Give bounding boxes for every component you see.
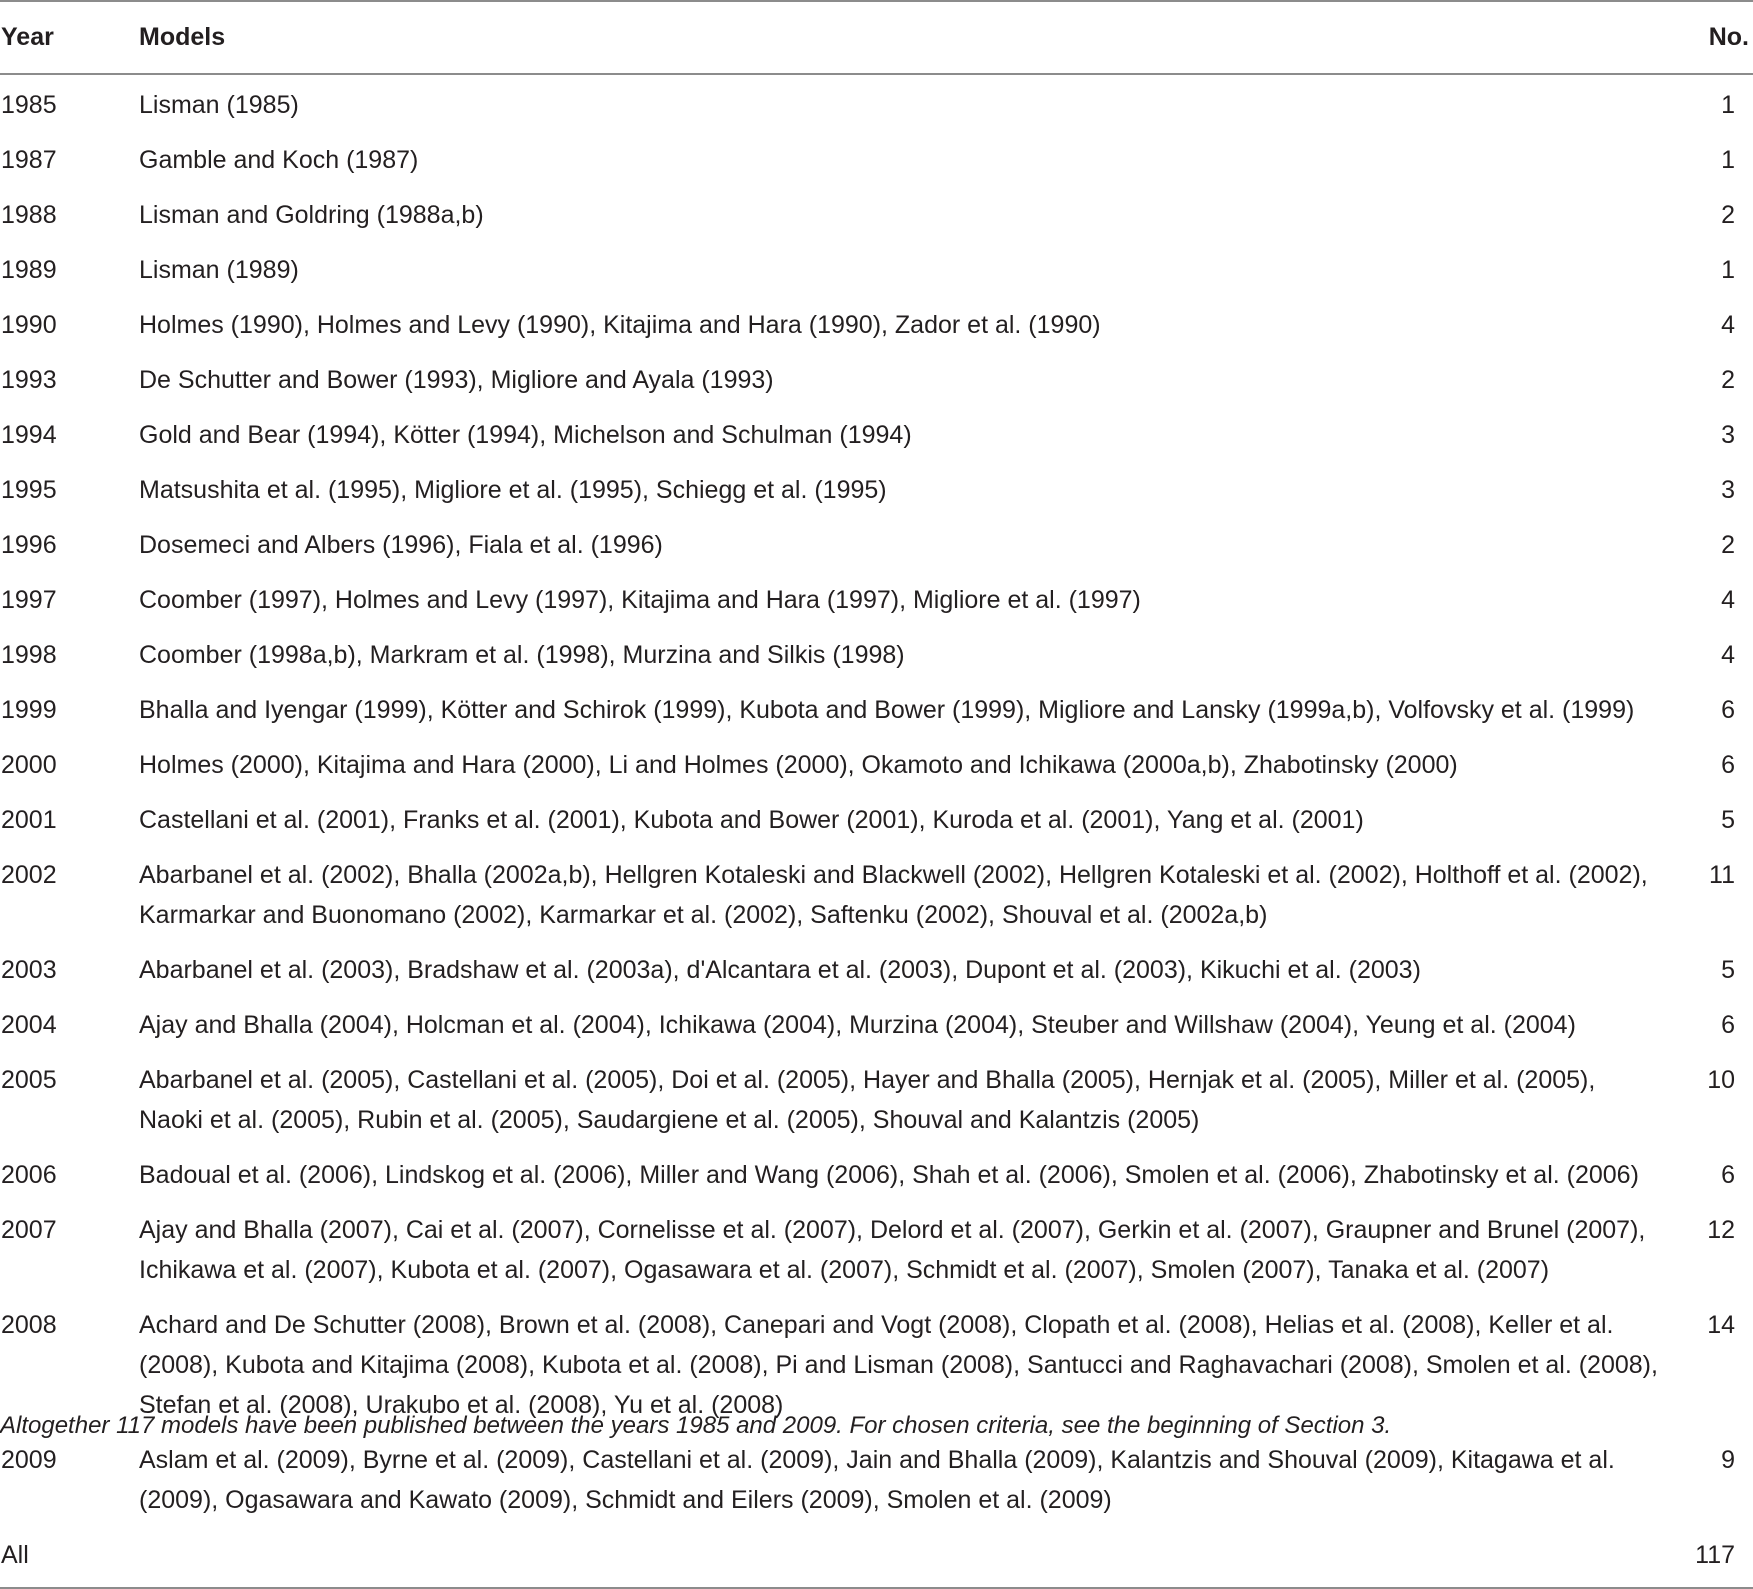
table-row (0, 243, 1753, 298)
table-row (0, 1433, 1753, 1528)
cell-models: De Schutter and Bower (1993), Migliore and Ayala (1993) (139, 366, 774, 394)
table-row (0, 848, 1753, 943)
cell-models (139, 1528, 1680, 1588)
table-row (0, 353, 1753, 408)
cell-year: 1997 (1, 586, 57, 614)
cell-year: 1987 (1, 146, 57, 174)
cell-year: 2003 (1, 956, 57, 984)
cell-count: 6 (1721, 751, 1735, 779)
cell-models: Castellani et al. (2001), Franks et al. (2001), Kubota and Bower (2001), Kuroda et al. (2001), Yang et al. (2001) (139, 806, 1364, 834)
table-row (0, 1148, 1753, 1203)
cell-year: 1985 (1, 91, 57, 119)
cell-count: 14 (1707, 1311, 1735, 1339)
cell-count: 11 (1709, 861, 1735, 889)
cell-models: Abarbanel et al. (2005), Castellani et al. (2005), Doi et al. (2005), Hayer and Bhalla (2005), Hernjak et al. (2005), Miller et al. (2005), Naoki et al. (2005), Rubin et al. (2005), Saudargiene et al. (2005), Shouval and Kalantzis (2005) (139, 1066, 1596, 1134)
cell-models: Coomber (1998a,b), Markram et al. (1998), Murzina and Silkis (1998) (139, 641, 905, 669)
cell-year: 1999 (1, 696, 57, 724)
cell-models: Ajay and Bhalla (2007), Cai et al. (2007), Cornelisse et al. (2007), Delord et al. (2007), Gerkin et al. (2007), Graupner and Brunel (2007), Ichikawa et al. (2007), Kubota et al. (2007), Ogasawara et al. (2007), Schmidt et al. (2007), Smolen (2007), Tanaka et al. (2007) (139, 1216, 1646, 1284)
cell-count: 117 (1695, 1541, 1735, 1569)
cell-year: 2007 (1, 1216, 57, 1244)
cell-count: 12 (1707, 1216, 1735, 1244)
cell-count: 5 (1721, 806, 1735, 834)
cell-year: 1988 (1, 201, 57, 229)
table-row (0, 518, 1753, 573)
cell-year: 1994 (1, 421, 57, 449)
cell-year: 1995 (1, 476, 57, 504)
table-row (0, 738, 1753, 793)
cell-count: 6 (1721, 1161, 1735, 1189)
table-row (0, 943, 1753, 998)
cell-count: 4 (1721, 586, 1735, 614)
table-header (0, 1, 1753, 74)
cell-count: 3 (1721, 421, 1735, 449)
table-row (0, 133, 1753, 188)
table-row (0, 683, 1753, 738)
table-row (0, 188, 1753, 243)
cell-count: 9 (1721, 1446, 1735, 1474)
table-row (0, 463, 1753, 518)
cell-year: 1998 (1, 641, 57, 669)
cell-year: 2006 (1, 1161, 57, 1189)
header-no: No. (1708, 23, 1749, 51)
cell-models: Gamble and Koch (1987) (139, 146, 419, 174)
table-row (0, 628, 1753, 683)
cell-count: 1 (1721, 256, 1735, 284)
cell-year: 2005 (1, 1066, 57, 1094)
cell-models: Holmes (2000), Kitajima and Hara (2000), Li and Holmes (2000), Okamoto and Ichikawa (2000a,b), Zhabotinsky (2000) (139, 751, 1458, 779)
table-row (0, 1203, 1753, 1298)
cell-year: All (1, 1541, 29, 1569)
cell-count: 5 (1721, 956, 1735, 984)
table-row (0, 1053, 1753, 1148)
cell-year: 2009 (1, 1446, 57, 1474)
cell-models: Lisman (1989) (139, 256, 299, 284)
table-row (0, 298, 1753, 353)
cell-models: Abarbanel et al. (2002), Bhalla (2002a,b), Hellgren Kotaleski and Blackwell (2002), Hellgren Kotaleski et al. (2002), Holthoff et al. (2002), Karmarkar and Buonomano (2002), Karmarkar et al. (2002), Saftenku (2002), Shouval et al. (2002a,b) (139, 861, 1648, 929)
cell-count: 2 (1721, 201, 1735, 229)
cell-year: 1993 (1, 366, 57, 394)
cell-models: Gold and Bear (1994), Kötter (1994), Michelson and Schulman (1994) (139, 421, 912, 449)
cell-models: Coomber (1997), Holmes and Levy (1997), Kitajima and Hara (1997), Migliore et al. (1997) (139, 586, 1141, 614)
cell-count: 4 (1721, 641, 1735, 669)
cell-count: 2 (1721, 531, 1735, 559)
header-row (0, 1, 1753, 74)
cell-models: Holmes (1990), Holmes and Levy (1990), Kitajima and Hara (1990), Zador et al. (1990) (139, 311, 1101, 339)
cell-year: 2000 (1, 751, 57, 779)
cell-year: 2001 (1, 806, 57, 834)
cell-year: 2002 (1, 861, 57, 889)
cell-year: 2004 (1, 1011, 57, 1039)
table-row (0, 793, 1753, 848)
table-row (0, 1528, 1753, 1588)
cell-count: 10 (1707, 1066, 1735, 1094)
cell-models: Bhalla and Iyengar (1999), Kötter and Schirok (1999), Kubota and Bower (1999), Migliore and Lansky (1999a,b), Volfovsky et al. (1999) (139, 696, 1635, 724)
cell-count: 6 (1721, 1011, 1735, 1039)
cell-models: Matsushita et al. (1995), Migliore et al. (1995), Schiegg et al. (1995) (139, 476, 887, 504)
table-body (0, 74, 1753, 1588)
cell-year: 1989 (1, 256, 57, 284)
cell-models: Badoual et al. (2006), Lindskog et al. (2006), Miller and Wang (2006), Shah et al. (2006), Smolen et al. (2006), Zhabotinsky et al. (2006) (139, 1161, 1639, 1189)
cell-count: 1 (1721, 146, 1735, 174)
table-row (0, 998, 1753, 1053)
cell-models: Aslam et al. (2009), Byrne et al. (2009), Castellani et al. (2009), Jain and Bhalla (2009), Kalantzis and Shouval (2009), Kitagawa et al. (2009), Ogasawara and Kawato (2009), Schmidt and Eilers (2009), Smolen et al. (2009) (139, 1446, 1615, 1514)
cell-count: 4 (1721, 311, 1735, 339)
cell-count: 2 (1721, 366, 1735, 394)
cell-models: Abarbanel et al. (2003), Bradshaw et al. (2003a), d'Alcantara et al. (2003), Dupont et al. (2003), Kikuchi et al. (2003) (139, 956, 1421, 984)
cell-models: Achard and De Schutter (2008), Brown et al. (2008), Canepari and Vogt (2008), Clopath et al. (2008), Helias et al. (2008), Keller et al. (2008), Kubota and Kitajima (2008), Kubota et al. (2008), Pi and Lisman (2008), Santucci and Raghavachari (2008), Smolen et al. (2008), Stefan et al. (2008), Urakubo et al. (2008), Yu et al. (2008) (139, 1311, 1658, 1419)
table-row (0, 573, 1753, 628)
header-year: Year (1, 23, 54, 51)
cell-count: 1 (1721, 91, 1735, 119)
cell-models: Dosemeci and Albers (1996), Fiala et al. (1996) (139, 531, 663, 559)
table-row (0, 408, 1753, 463)
cell-year: 1996 (1, 531, 57, 559)
header-models: Models (139, 23, 226, 51)
cell-count: 6 (1721, 696, 1735, 724)
cell-models: Lisman and Goldring (1988a,b) (139, 201, 484, 229)
cell-models: Lisman (1985) (139, 91, 299, 119)
cell-year: 1990 (1, 311, 57, 339)
table-row (0, 74, 1753, 133)
cell-year: 2008 (1, 1311, 57, 1339)
cell-count: 3 (1721, 476, 1735, 504)
cell-models: Ajay and Bhalla (2004), Holcman et al. (2004), Ichikawa (2004), Murzina (2004), Steuber and Willshaw (2004), Yeung et al. (2004) (139, 1011, 1576, 1039)
table-footnote: Altogether 117 models have been published between the years 1985 and 2009. For chosen criteria, see the beginning of Section 3. (0, 1412, 1392, 1439)
